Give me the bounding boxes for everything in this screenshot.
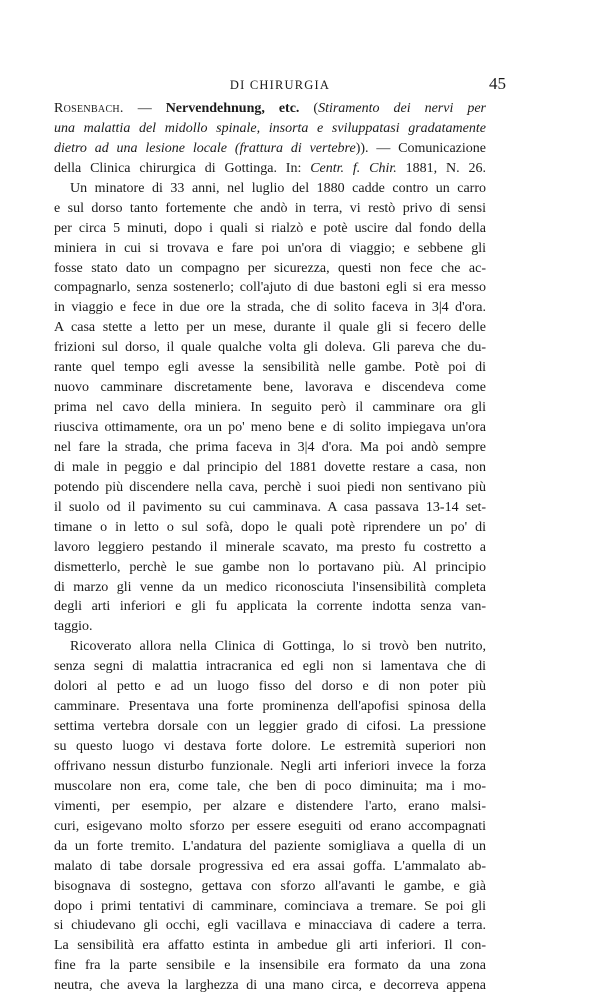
body-line: di marzo gli venne da un medico riconosciuta l'insensibilità completa [54,579,486,595]
body-line: in viaggio e fece in due ore la strada, che di solito faceva in 3|4 d'ora. [54,300,486,316]
body-line: e sul dorso tanto fortemente che andò in terra, vi restò privo di sensi [54,200,486,216]
body-line: Ricoverato allora nella Clinica di Gottinga, lo si trovò ben nutrito, [70,639,486,655]
body-line: settima vertebra dorsale con un leggier grado di cifosi. La pressione [54,719,486,735]
body-line: frizioni sul dorso, il quale qualche volta gli doleva. Gli pareva che du- [54,340,486,356]
page-number: 45 [489,74,506,93]
body-line: prima nel cavo della miniera. In seguito però il camminare ora gli [54,400,486,416]
body-line: rante quel tempo egli avesse la sensibilità nelle gambe. Potè poi di [54,360,486,376]
body-text [54,99,486,996]
body-line: potendo più discendere nella cava, perchè i suoi piedi non sentivano più [54,479,486,495]
source-part-1: della Clinica chirurgica di Gottinga. In: [54,160,311,176]
close-paren-dash: )). — Comunicazione [355,140,486,156]
body-line: su questo luogo vi destava forte dolore. Le estremità superiori non [54,739,486,754]
running-head: DI CHIRURGIA [229,78,331,92]
body-line: senza segni di malattia intracranica ed egli non si lamentava che di [54,659,486,675]
body-line: nuovo camminare discretamente bene, lavorava e discendeva come [54,380,486,396]
body-line: riusciva ottimamente, ora un po' meno bene e di solito impiegava un'ora [54,420,486,435]
body-line: di male in peggio e dal principio del 1881 dovette restare a casa, non [54,459,486,475]
journal-name: Centr. f. Chir. [310,160,397,176]
body-line: dismetterlo, perchè le sue gambe non lo portavano più. Al principio [54,559,486,575]
body-line: curi, esigevano molto sforzo per essere eseguiti od erano accompagnati [54,818,486,834]
body-line: fine fra la parte sensibile e la insensibile era formato da una zona [54,958,486,974]
body-line: malato di tabe dorsale progressiva ed era assai goffa. L'ammalato ab- [54,858,486,874]
body-line: degli arti inferiori e gli fu applicata la corrente indotta senza van- [54,599,486,615]
italic-title-1: Stiramento dei nervi per [318,101,486,116]
body-line: compagnarlo, senza sostenerlo; coll'ajuto di due bastoni egli si era messo [54,280,486,296]
body-line: dopo i primi tentativi di camminare, cominciava a tremare. Se poi gli [54,898,486,914]
body-line: neutra, che aveva la larghezza di una mano circa, e decorreva appena [54,978,486,994]
body-line: vimenti, per esempio, per alzare e distendere l'arto, erano malsi- [54,798,486,814]
body-line: A casa stette a letto per un mese, durante il quale gli si fecero delle [54,320,486,336]
author-name: Rosenbach. [54,101,124,116]
abstract-heading-line-1 [54,99,486,119]
body-paragraphs [54,179,486,996]
body-line: timane o in letto o sul sofà, dopo le quali potè riprendere un po' di [54,519,486,535]
body-line: per circa 5 minuti, dopo i quali si rialzò e potè uscire dal fondo della [54,220,486,236]
body-line: si chiudevano gli occhi, egli vacillava e minacciava di cadere a terra. [54,918,486,934]
body-line: dolori al petto e ad un luogo fisso del dorso e di non poter più [54,679,486,695]
open-paren: ( [299,101,319,116]
source-part-2: 1881, N. 26. [396,160,486,176]
body-line: Un minatore di 33 anni, nel luglio del 1880 cadde contro un carro [70,180,486,196]
body-line: camminare. Presentava una forte prominenza dell'apofisi spinosa della [54,699,486,715]
body-line: taggio. [54,619,93,635]
body-line: lavoro leggiero pestando il minerale scavato, ma presto fu costretto a [54,539,486,555]
heading-dash: — [123,101,166,116]
abstract-source-line [54,159,486,179]
body-line: offrivano nessun disturbo funzionale. Negli arti inferiori invece la forza [54,758,486,774]
body-line: da un forte tremito. L'andatura del paziente somigliava a quella di un [54,838,486,854]
italic-title-2: una malattia del midollo spinale, insorta e sviluppatasi gradatamente [54,120,486,136]
body-line: miniera in cui si trovava e fare poi un'ora di viaggio; e sebbene gli [54,240,486,256]
body-line: fosse stato dato un compagno per sicurezza, questi non fece che ac- [54,260,486,276]
body-line: nel fare la strada, che prima faceva in 3|4 d'ora. Ma poi andò sempre [54,439,486,455]
article-title: Nervendehnung, etc. [165,101,300,116]
body-line: La sensibilità era affatto estinta in ambedue gli arti inferiori. Il con- [54,938,486,954]
body-line: il suolo od il pavimento su cui camminava. A casa passava 13-14 set- [54,499,486,515]
body-line: muscolare non era, come tale, che ben di poco diminuita; ma i mo- [54,778,486,794]
abstract-heading-line-3 [54,139,486,159]
italic-title-3: dietro ad una lesione locale (frattura di vertebre [54,140,356,156]
body-line: bisognava di sostegno, gettava con sforzo all'avanti le gambe, e già [54,878,486,894]
